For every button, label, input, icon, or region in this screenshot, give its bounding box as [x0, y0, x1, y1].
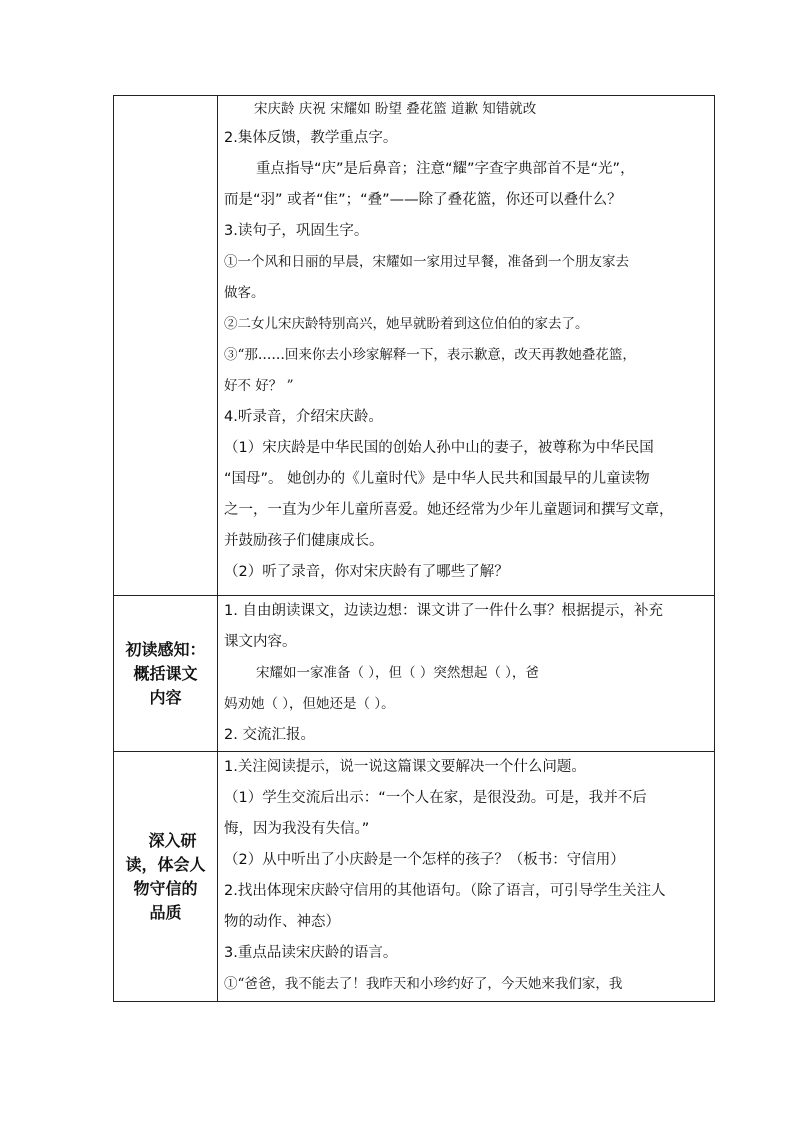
content-line: 课文内容。	[224, 634, 297, 650]
content-line: 3.重点品读宋庆龄的语言。	[224, 945, 398, 961]
content-line: 悔，因为我没有失信。”	[224, 821, 370, 837]
section-title-line: 深入研	[148, 830, 197, 850]
row3-content-cell	[218, 752, 715, 1002]
content-line: 物的动作、神态）	[224, 914, 340, 930]
row2-content-cell	[218, 596, 715, 752]
content-line: （2）听了录音，你对宋庆龄有了哪些了解？	[224, 564, 509, 580]
table-row	[114, 96, 715, 596]
content-line: ③“那……回来你去小珍家解释一下，表示歉意，改天再教她叠花篮，	[224, 347, 636, 363]
content-line: ①一个风和日丽的早晨，宋耀如一家用过早餐，准备到一个朋友家去	[224, 254, 629, 270]
row3-title-cell	[114, 752, 218, 1002]
content-line: 3.读句子，巩固生字。	[224, 223, 369, 239]
vocab-words-line: 宋庆龄 庆祝 宋耀如 盼望 叠花篮 道歉 知错就改	[254, 101, 537, 117]
content-line: 而是“羽” 或者“隹”；“叠”——除了叠花篮，你还可以叠什么？	[224, 192, 622, 208]
content-line: 做客。	[224, 285, 265, 301]
section-title-line: 内容	[149, 687, 182, 707]
content-line: 之一，一直为少年儿童所喜爱。她还经常为少年儿童题词和撰写文章，	[224, 502, 674, 518]
row1-content-cell	[218, 96, 715, 596]
content-line: 2.集体反馈，教学重点字。	[224, 130, 398, 146]
section-title-line: 概括课文	[133, 663, 198, 683]
content-line: 重点指导“庆”是后鼻音；注意“耀”字查字典部首不是“光”，	[256, 161, 635, 177]
row1-left-cell	[114, 96, 218, 596]
section-title-line: 初读感知：	[125, 639, 206, 659]
section-title-line: 物守信的	[133, 878, 198, 898]
content-line: 妈劝她（ ），但她还是（ ）。	[224, 696, 395, 712]
content-line: 2.找出体现宋庆龄守信用的其他语句。（除了语言，可引导学生关注人	[224, 883, 666, 899]
content-line: 1.关注阅读提示，说一说这篇课文要解决一个什么问题。	[224, 759, 586, 775]
content-line: 并鼓励孩子们健康成长。	[224, 533, 384, 549]
content-line: 1. 自由朗读课文，边读边想：课文讲了一件什么事？根据提示，补充	[224, 603, 663, 619]
content-line: （1）学生交流后出示：“一个人在家，是很没劲。可是，我并不后	[224, 790, 647, 806]
section-title-line: 读，体会人	[125, 854, 206, 874]
table-row	[114, 752, 715, 1002]
content-line: （2）从中听出了小庆龄是一个怎样的孩子？（板书：守信用）	[224, 852, 625, 868]
content-line: 2. 交流汇报。	[224, 727, 315, 743]
content-line: 宋耀如一家准备（ ），但（ ）突然想起（ ），爸	[256, 665, 539, 681]
row2-title-cell	[114, 596, 218, 752]
section-title-line: 品质	[149, 902, 182, 922]
lesson-plan-table	[113, 95, 715, 1002]
content-line: ②二女儿宋庆龄特别高兴，她早就盼着到这位伯伯的家去了。	[224, 316, 589, 332]
table-row	[114, 596, 715, 752]
content-line: ①“爸爸，我不能去了！我昨天和小珍约好了，今天她来我们家，我	[224, 976, 623, 992]
content-line: 4.听录音，介绍宋庆龄。	[224, 409, 383, 425]
content-line: 好不 好？ ”	[224, 378, 294, 394]
content-line: （1）宋庆龄是中华民国的创始人孙中山的妻子，被尊称为中华民国	[224, 440, 654, 456]
content-line: “国母”。 她创办的《儿童时代》是中华人民共和国最早的儿童读物	[224, 471, 650, 487]
